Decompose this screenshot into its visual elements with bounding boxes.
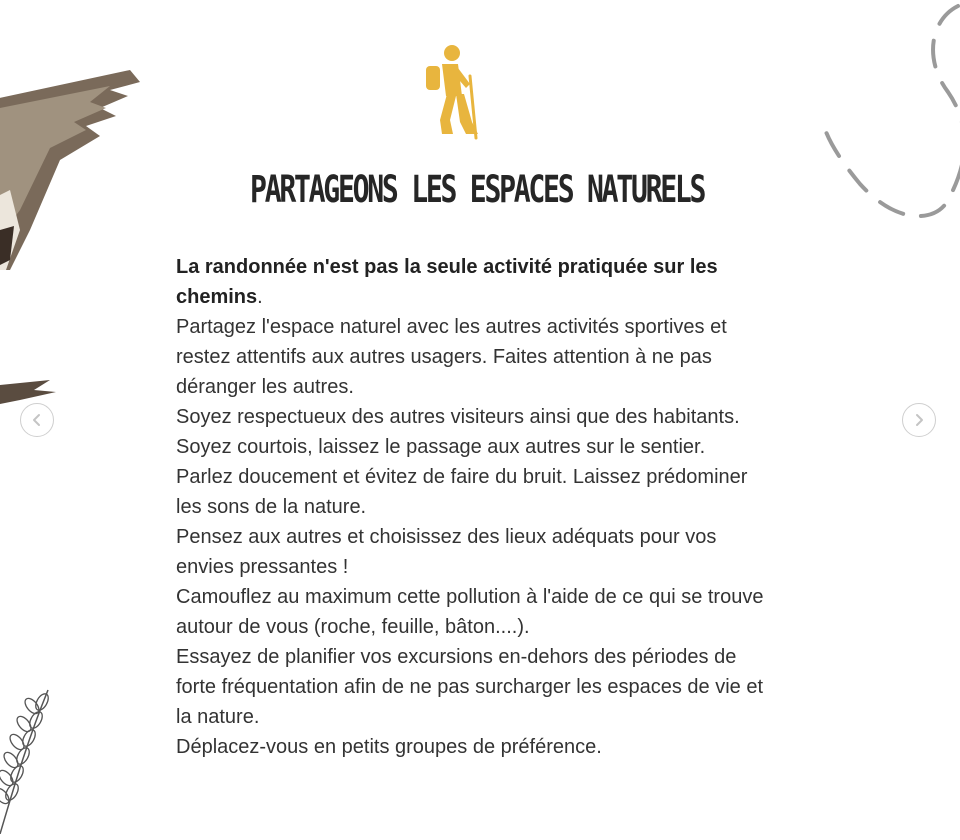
eagle-illustration — [0, 30, 150, 270]
previous-slide-button[interactable] — [20, 403, 54, 437]
fern-decoration — [0, 684, 56, 834]
lead-text: La randonnée n'est pas la seule activité pratiquée sur les chemins — [176, 256, 718, 308]
guideline-line: Partagez l'espace naturel avec les autres activités sportives et restez attentifs aux autres usagers. Faites attention à ne pas déranger les autres. — [176, 316, 727, 398]
guideline-line: Soyez respectueux des autres visiteurs ainsi que des habitants. Soyez courtois, laissez le passage aux autres sur le sentier. — [176, 406, 740, 458]
page-title: PARTAGEONS LES ESPACES NATURELS — [250, 168, 705, 211]
hiker-icon — [420, 44, 486, 140]
guideline-line: Camouflez au maximum cette pollution à l'aide de ce qui se trouve autour de vous (roche, feuille, bâton....). — [176, 586, 764, 638]
next-slide-button[interactable] — [902, 403, 936, 437]
chevron-left-icon — [30, 413, 44, 427]
guideline-line: Pensez aux autres et choisissez des lieux adéquats pour vos envies pressantes ! — [176, 526, 717, 578]
lead-paragraph — [176, 252, 766, 312]
chevron-right-icon — [912, 413, 926, 427]
guidelines-text — [176, 252, 766, 762]
guideline-line: Essayez de planifier vos excursions en-dehors des périodes de forte fréquentation afin de ne pas surcharger les espaces de vie et la nature. — [176, 646, 764, 728]
guideline-line: Déplacez-vous en petits groupes de préférence. — [176, 736, 602, 758]
guideline-line: Parlez doucement et évitez de faire du bruit. Laissez prédominer les sons de la nature. — [176, 466, 748, 518]
lead-punctuation: . — [257, 286, 263, 308]
